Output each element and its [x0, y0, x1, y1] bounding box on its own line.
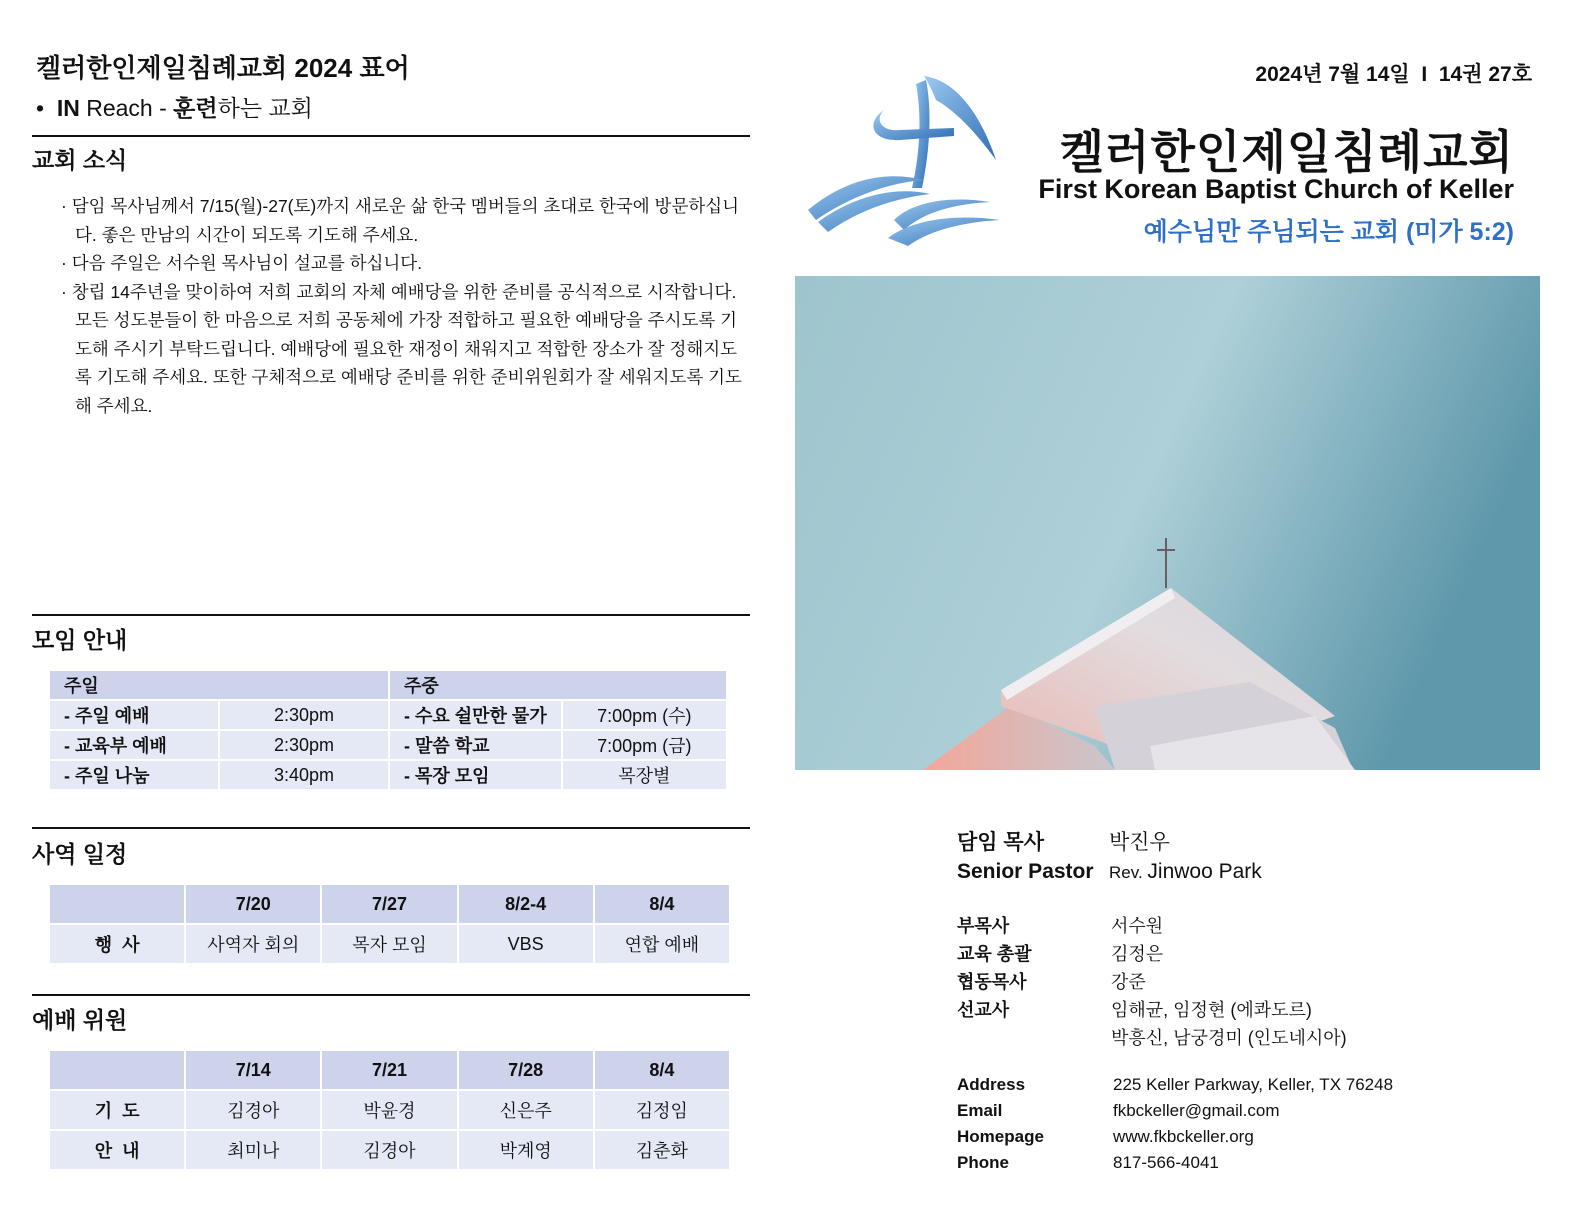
row-label: 안 내	[50, 1131, 184, 1169]
table-row	[50, 761, 726, 789]
table-row	[50, 925, 729, 963]
name-cell: 신은주	[459, 1091, 593, 1129]
staff-role: 교육 총괄	[957, 944, 1032, 964]
date-header: 7/27	[322, 885, 456, 923]
event-cell: 목자 모임	[322, 925, 456, 963]
contact-label: Homepage	[957, 1127, 1044, 1146]
weekday-label: - 수요 쉴만한 물가	[390, 701, 561, 729]
date-header: 8/4	[595, 885, 729, 923]
bullet-icon: •	[36, 95, 57, 121]
date-header: 7/21	[322, 1051, 456, 1089]
sunday-time: 3:40pm	[220, 761, 388, 789]
table-row	[50, 701, 726, 729]
contact-value: 225 Keller Parkway, Keller, TX 76248	[1113, 1075, 1394, 1094]
name-cell: 김경아	[322, 1131, 456, 1169]
news-item: · 다음 주일은 서수원 목사님이 설교를 하십니다.	[48, 249, 748, 278]
church-logo-icon	[804, 70, 1004, 255]
name-cell: 박계영	[459, 1131, 593, 1169]
name-cell: 김정임	[595, 1091, 729, 1129]
staff-name: 강준	[1111, 972, 1146, 992]
weekday-label: - 목장 모임	[390, 761, 561, 789]
weekday-header: 주중	[390, 671, 726, 699]
weekday-time: 7:00pm (금)	[563, 731, 726, 759]
date-header: 7/14	[186, 1051, 320, 1089]
staff-role: 협동목사	[957, 972, 1027, 992]
staff-role: 부목사	[957, 916, 1010, 936]
news-item: · 담임 목사님께서 7/15(월)-27(토)까지 새로운 삶 한국 멤버들의 초대로 한국에 방문하십니다. 좋은 만남의 시간이 되도록 기도해 주세요.	[48, 192, 748, 249]
table-row	[50, 1091, 729, 1129]
date-header: 8/2-4	[459, 885, 593, 923]
issue-date: 2024년 7월 14일 I 14권 27호	[1255, 63, 1532, 86]
homepage-link[interactable]: www.fkbckeller.org	[1113, 1127, 1254, 1146]
sunday-label: - 주일 예배	[50, 701, 218, 729]
event-cell: 사역자 회의	[186, 925, 320, 963]
motto-reach: Reach -	[79, 95, 174, 121]
row-label: 기 도	[50, 1091, 184, 1129]
motto-item	[36, 90, 313, 123]
table-row	[50, 731, 726, 759]
sunday-label: - 주일 나눔	[50, 761, 218, 789]
contact-label: Address	[957, 1075, 1026, 1094]
motto-title: 켈러한인제일침례교회 2024 표어	[36, 53, 410, 83]
sunday-time: 2:30pm	[220, 701, 388, 729]
divider	[32, 827, 750, 829]
news-item: · 창립 14주년을 맞이하여 저희 교회의 자체 예배당을 위한 준비를 공식적으로 시작합니다. 모든 성도분들이 한 마음으로 저희 공동체에 가장 적합하고 필요한 예배당을 주시도록 기도해 주시기 부탁드립니다. 예배당에 필요한 재정이 채워지고 적합한 장소가 잘 정해지도록 기도해 주세요. 또한 구체적으로 예배당 준비를 위한 준비위원회가 잘 세워지도록 기도해 주세요.	[48, 278, 748, 421]
contact-label: Phone	[957, 1153, 1009, 1172]
news-list	[48, 192, 748, 420]
staff-name: 김정은	[1111, 944, 1164, 964]
contact-label: Email	[957, 1101, 1003, 1120]
pastor-en-prefix: Rev.	[1109, 863, 1148, 882]
church-roof-cross-photo	[795, 276, 1540, 775]
sunday-label: - 교육부 예배	[50, 731, 218, 759]
date-header: 7/28	[459, 1051, 593, 1089]
staff-name: 임해균, 임정현 (에콰도르)	[1111, 1000, 1312, 1020]
pastor-en-label: Senior Pastor	[957, 860, 1094, 883]
contact-value: 817-566-4041	[1113, 1153, 1219, 1172]
motto-rest: 하는 교회	[217, 95, 313, 121]
table-row	[50, 1131, 729, 1169]
ministry-title: 사역 일정	[32, 841, 128, 867]
worship-table	[48, 1049, 731, 1171]
staff-role: 선교사	[957, 1000, 1010, 1020]
church-tagline: 예수님만 주님되는 교회 (미가 5:2)	[1143, 218, 1514, 246]
event-cell: 연합 예배	[595, 925, 729, 963]
motto-bold: 훈련	[173, 95, 218, 121]
meetings-table	[48, 669, 728, 791]
staff-name: 박흥신, 남궁경미 (인도네시아)	[1111, 1028, 1347, 1048]
name-cell: 김춘화	[595, 1131, 729, 1169]
sunday-time: 2:30pm	[220, 731, 388, 759]
church-name-english: First Korean Baptist Church of Keller	[1038, 174, 1514, 204]
email-link[interactable]: fkbckeller@gmail.com	[1113, 1101, 1280, 1120]
name-cell: 최미나	[186, 1131, 320, 1169]
staff-name: 서수원	[1111, 916, 1164, 936]
corner-cell	[50, 885, 184, 923]
pastor-kr-label: 담임 목사	[957, 831, 1044, 854]
corner-cell	[50, 1051, 184, 1089]
meetings-title: 모임 안내	[32, 627, 128, 653]
motto-in: IN	[56, 95, 80, 121]
pastor-kr-name: 박진우	[1109, 831, 1170, 854]
divider	[32, 994, 750, 996]
row-label: 행 사	[50, 925, 184, 963]
church-name-korean: 켈러한인제일침례교회	[1059, 126, 1514, 178]
divider	[32, 614, 750, 616]
divider	[32, 135, 750, 137]
name-cell: 박윤경	[322, 1091, 456, 1129]
sunday-header: 주일	[50, 671, 388, 699]
name-cell: 김경아	[186, 1091, 320, 1129]
weekday-time: 7:00pm (수)	[563, 701, 726, 729]
news-title: 교회 소식	[32, 147, 128, 173]
worship-title: 예배 위원	[32, 1007, 128, 1033]
weekday-label: - 말씀 학교	[390, 731, 561, 759]
pastor-en-name: Jinwoo Park	[1147, 860, 1262, 883]
weekday-time: 목장별	[563, 761, 726, 789]
date-header: 7/20	[186, 885, 320, 923]
date-header: 8/4	[595, 1051, 729, 1089]
ministry-table	[48, 883, 731, 965]
event-cell: VBS	[459, 925, 593, 963]
